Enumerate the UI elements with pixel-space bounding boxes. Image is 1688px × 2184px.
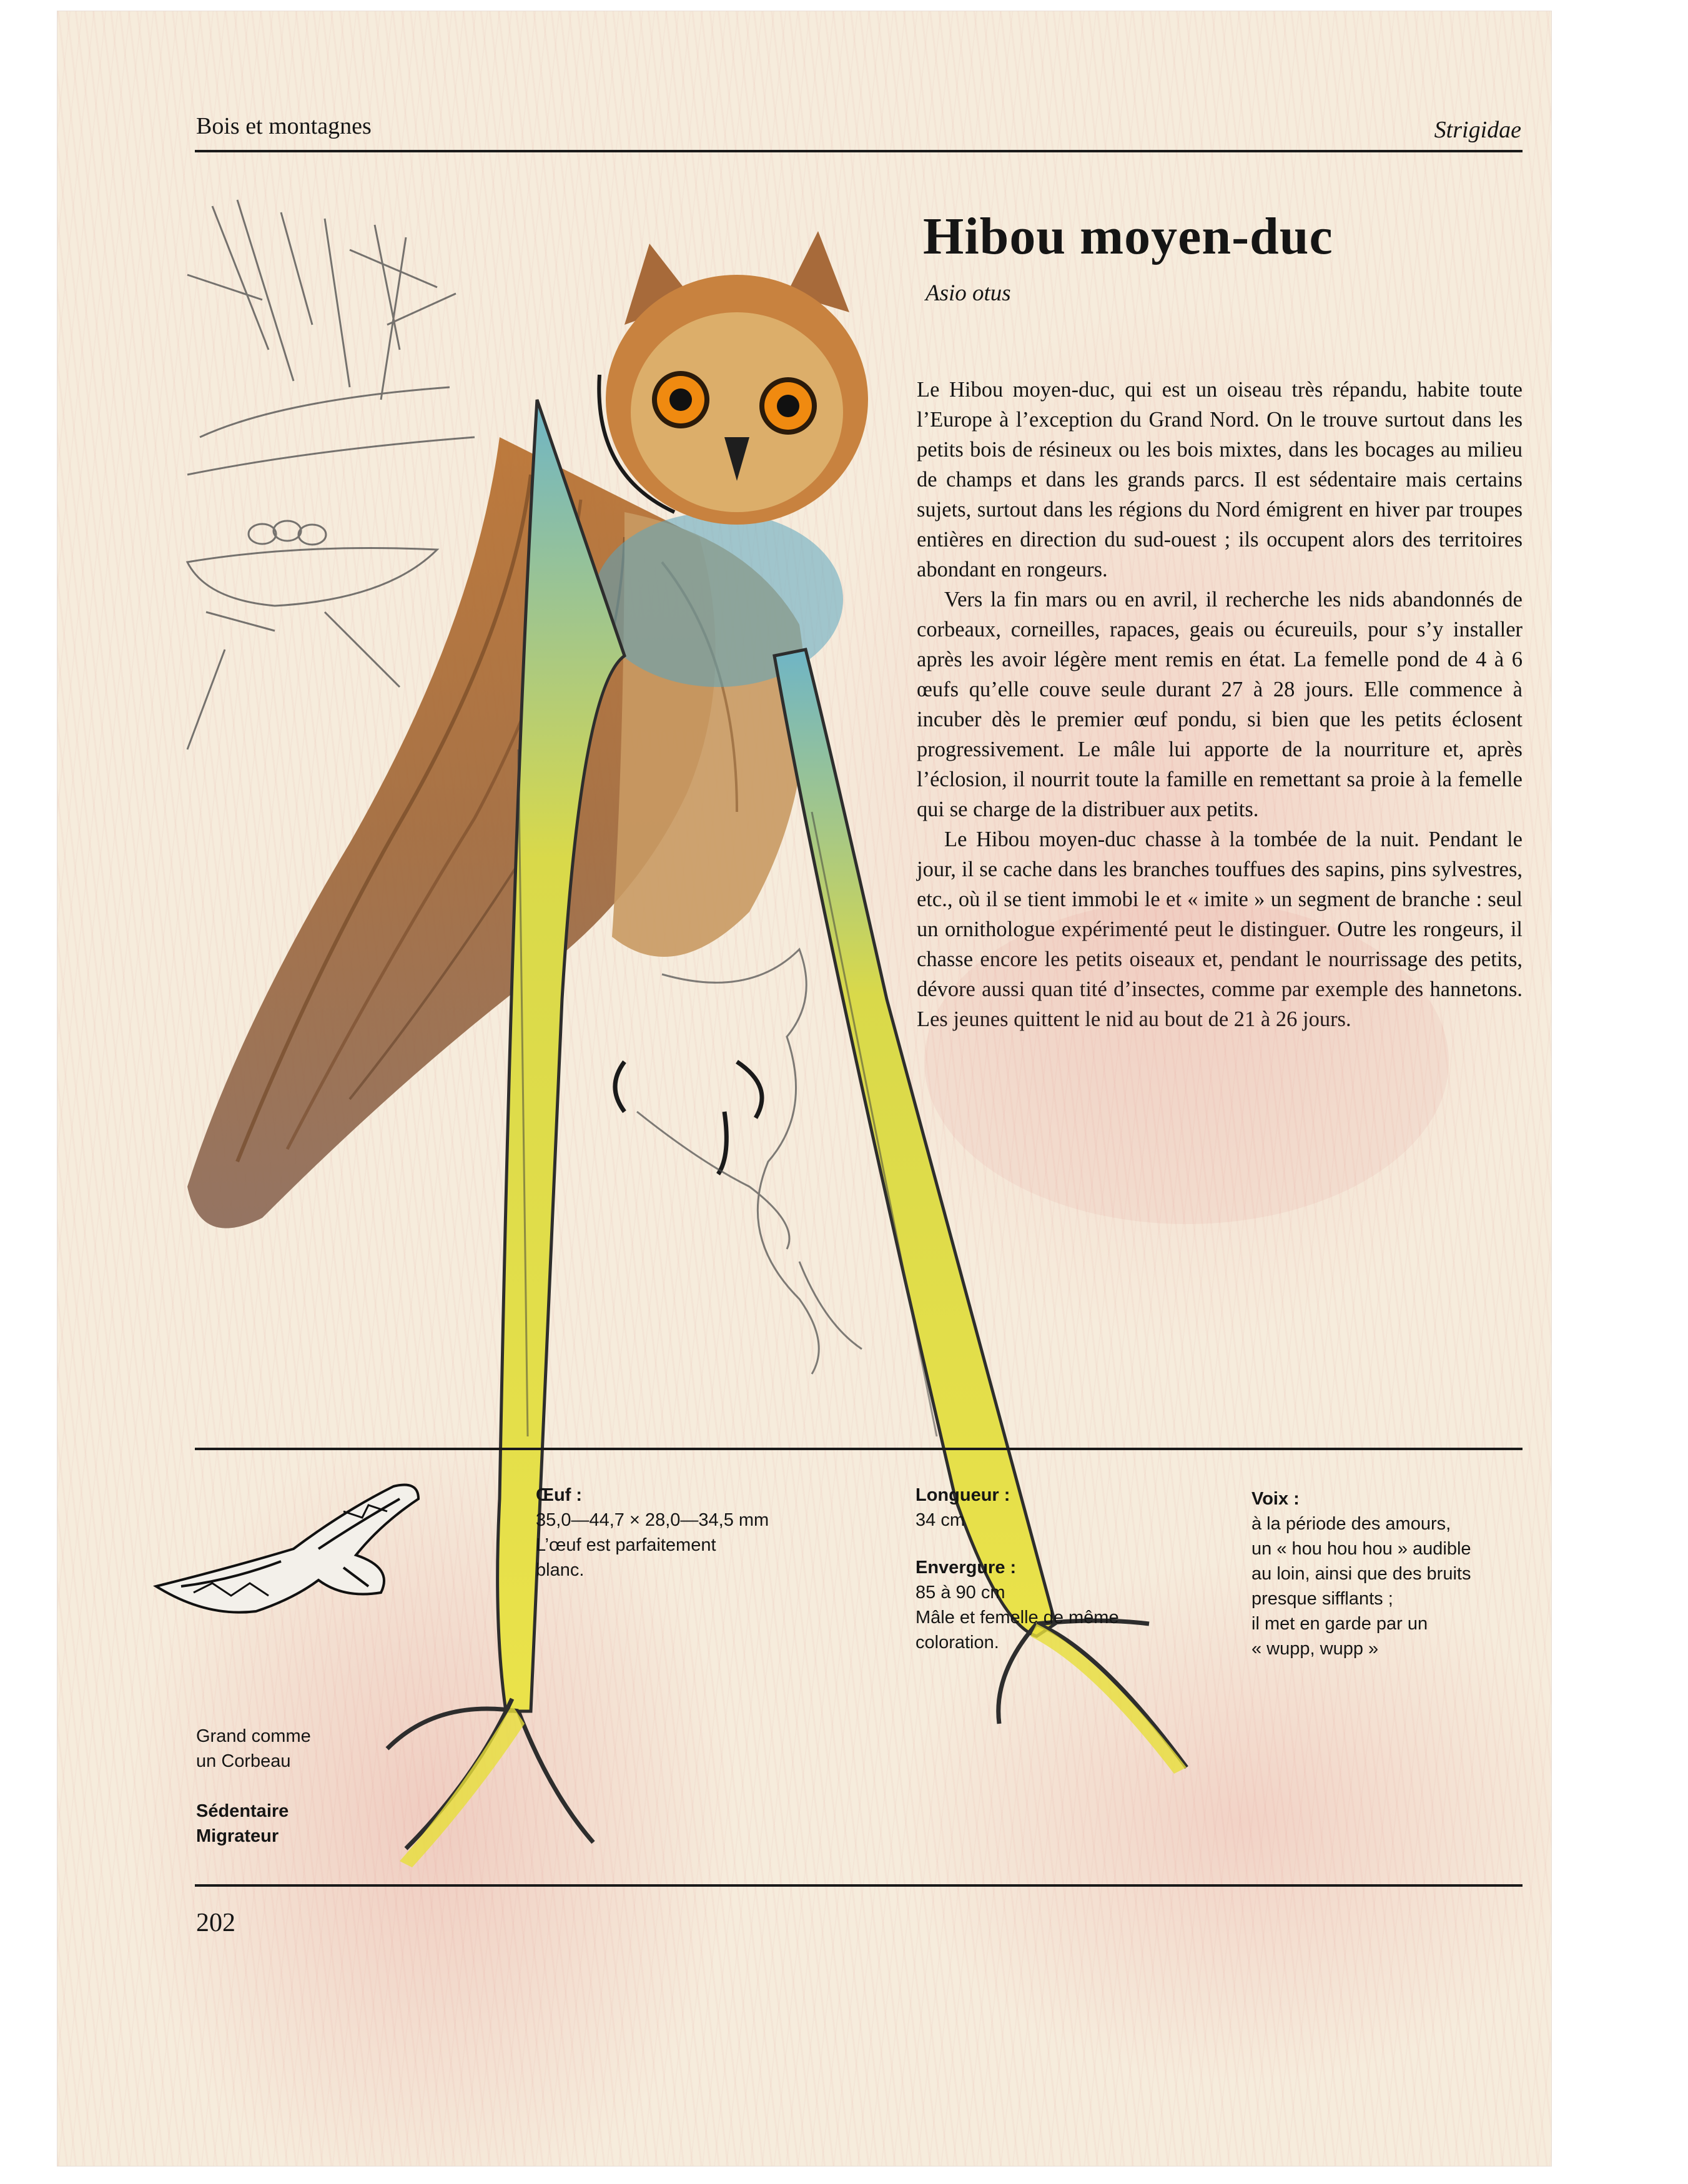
paragraph-2: Vers la fin mars ou en avril, il recherche les nids abandonnés de corbeaux, corneilles, rapaces, geais ou écureuils, pour s’y installer après les avoir légère ment remis en état. La femelle pond de 4 à 6 œufs qu’elle couve seule durant 27 à 28 jours. Elle commence à incuber dès le premier œuf pondu, si bien que les petits éclosent progressivement. Le mâle lui apporte de la nourriture et, après l’éclosion, il nourrit toute la famille en remettant sa proie à la femelle qui se charge de la distribuer aux petits.	[917, 588, 1523, 821]
footer-rule-top	[195, 1448, 1523, 1450]
footer-rule-bottom	[195, 1884, 1523, 1887]
nest-sketch	[187, 200, 475, 749]
voice-info: Voix : à la période des amours, un « hou hou hou » audible au loin, ainsi que des bruits presque sifflants ; il met en garde par un « wupp, wupp »	[1251, 1486, 1471, 1661]
talons	[615, 1062, 762, 1174]
egg-label: Œuf :	[536, 1485, 583, 1505]
wingspan-label: Envergure :	[916, 1558, 1017, 1578]
page-number: 202	[196, 1909, 235, 1937]
section-header: Bois et montagnes	[196, 113, 372, 139]
wingspan-info: Envergure : 85 à 90 cm Mâle et femelle de même coloration.	[916, 1555, 1119, 1655]
latin-name: Asio otus	[925, 280, 1011, 306]
flying-owl-icon	[156, 1485, 418, 1613]
voice-label: Voix :	[1251, 1489, 1300, 1509]
egg-info: Œuf : 35,0—44,7 × 28,0—34,5 mm L’œuf est parfaitement blanc.	[536, 1483, 769, 1583]
paragraph-1: Le Hibou moyen-duc, qui est un oiseau très répandu, habite toute l’Europe à l’exception du Grand Nord. On le trouve surtout dans les petits bois de résineux ou les bois mixtes, dans les bocages au milieu de champs et dans les grands parcs. Il est sédentaire mais certains sujets, surtout dans les régions du Nord émigrent en hiver par troupes entières en direction du sud-ouest ; ils occupent alors des territoires abondant en rongeurs.	[917, 378, 1523, 581]
paragraph-3: Le Hibou moyen-duc chasse à la tombée de la nuit. Pendant le jour, il se cache dans les branches touffues des sapins, pins sylvestres, etc., où il se tient immobi le et « imite » un segment de branche : seul un ornithologue expérimenté peut le distinguer. Outre les rongeurs, il chasse encore les petits oiseaux et, pendant le nourrissage des petits, dévore aussi quan tité d’insectes, comme par exemple des hannetons. Les jeunes quittent le nid au bout de 21 à 26 jours.	[917, 828, 1523, 1031]
length-label: Longueur :	[916, 1485, 1010, 1505]
species-title: Hibou moyen-duc	[923, 207, 1333, 265]
migration-status: Sédentaire Migrateur	[196, 1801, 289, 1846]
owl-head	[599, 231, 868, 525]
size-comparison: Grand comme un Corbeau	[196, 1726, 311, 1771]
flight-sketch	[637, 949, 862, 1374]
family-header: Strigidae	[1434, 117, 1521, 143]
length-info: Longueur : 34 cm	[916, 1483, 1010, 1533]
